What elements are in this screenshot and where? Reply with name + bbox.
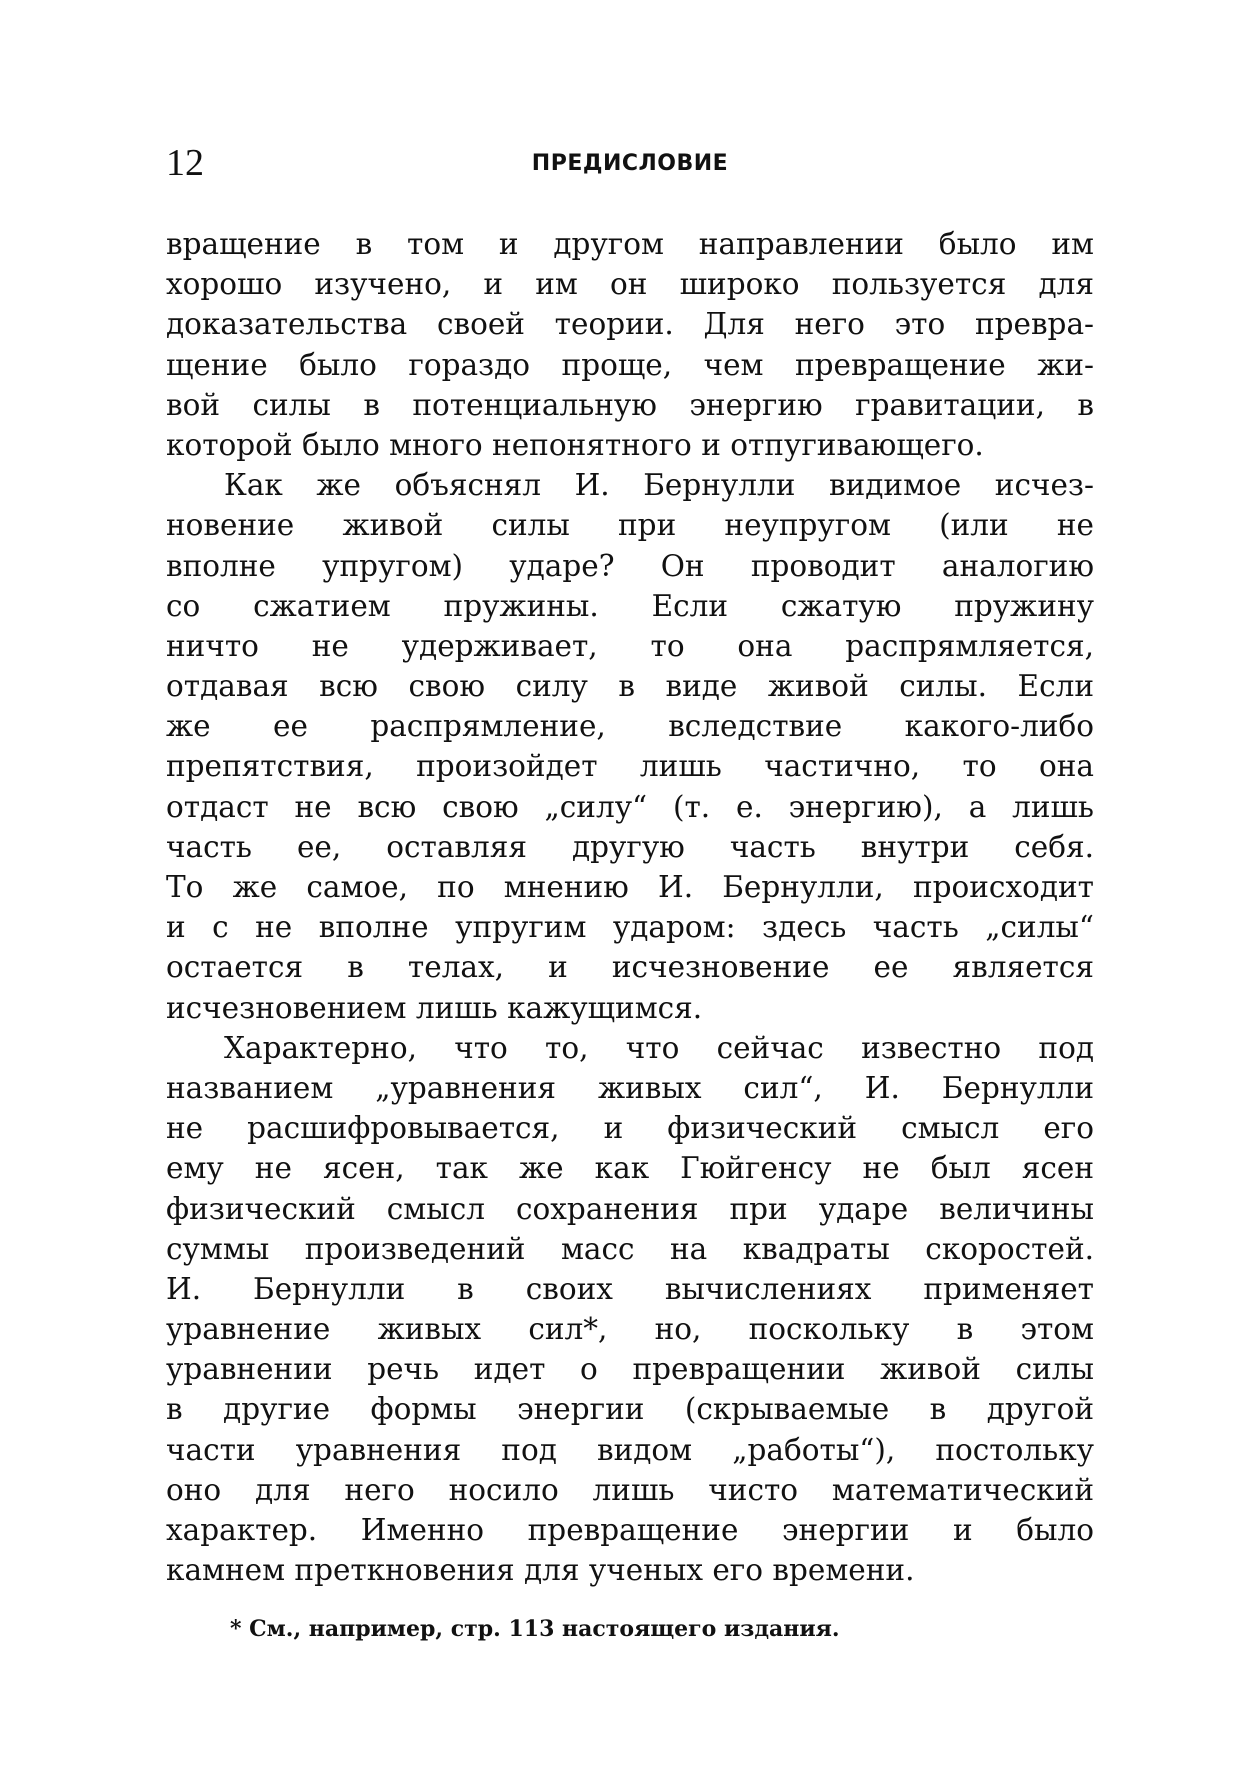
text-line: уравнение живых сил*, но, поскольку в этом [166,1312,1094,1347]
text-line: хорошо изучено, и им он широко пользуется для [166,267,1094,302]
text-line: и с не вполне упругим ударом: здесь часть „силы“ [166,910,1094,945]
text-line: суммы произведений масс на квадраты скоростей. [166,1231,1094,1266]
text-line: со сжатием пружины. Если сжатую пружину [166,588,1094,623]
text-line: Характерно, что то, что сейчас известно под [224,1030,1094,1065]
text-line: новение живой силы при неупругом (или не [166,508,1094,543]
text-line: уравнении речь идет о превращении живой силы [166,1352,1094,1387]
text-line: доказательства своей теории. Для него это превра- [166,307,1094,342]
running-title: ПРЕДИСЛОВИЕ [531,151,729,176]
text-line: части уравнения под видом „работы“), постольку [166,1432,1094,1467]
text-line: щение было гораздо проще, чем превращение жи- [166,347,1094,382]
text-line: отдаст не всю свою „силу“ (т. е. энергию), а лишь [166,789,1094,824]
text-line: же ее распрямление, вследствие какого-либо [166,709,1094,744]
text-line: препятствия, произойдет лишь частично, то она [166,749,1094,784]
text-line: характер. Именно превращение энергии и было [166,1513,1094,1547]
text-line: И. Бернулли в своих вычислениях применяет [166,1271,1094,1306]
text-line: в другие формы энергии (скрываемые в другой [166,1392,1094,1427]
paragraph [166,224,1094,465]
text-line: То же самое, по мнению И. Бернулли, происходит [166,870,1094,904]
paragraph [166,1028,1094,1591]
text-line: вполне упругом) ударе? Он проводит аналогию [166,548,1094,583]
footnote: * См., например, стр. 113 настоящего издания. [230,1616,840,1642]
text-line: остается в телах, и исчезновение ее является [166,950,1094,985]
text-line: ему не ясен, так же как Гюйгенсу не был ясен [166,1151,1094,1186]
text-line: названием „уравнения живых сил“, И. Бернулли [166,1070,1094,1105]
text-line: часть ее, оставляя другую часть внутри себя. [166,829,1094,864]
paragraph [166,465,1094,1028]
body-text [166,224,1094,1590]
text-line: вращение в том и другом направлении было им [166,227,1094,261]
text-line: исчезновением лишь кажущимся. [166,990,703,1025]
page-header [166,138,1094,188]
text-line: вой силы в потенциальную энергию гравитации, в [166,387,1094,422]
text-line: Как же объяснял И. Бернулли видимое исчез- [224,468,1094,503]
text-line: не расшифровывается, и физический смысл его [166,1111,1094,1146]
text-line: камнем преткновения для ученых его времени. [166,1553,915,1588]
page-number: 12 [166,142,204,184]
text-line: физический смысл сохранения при ударе величины [166,1191,1094,1226]
text-line: которой было много непонятного и отпугивающего. [166,427,984,462]
text-line: ничто не удерживает, то она распрямляется, [166,628,1094,663]
text-line: оно для него носило лишь чисто математический [166,1472,1094,1507]
text-line: отдавая всю свою силу в виде живой силы. Если [166,669,1094,704]
